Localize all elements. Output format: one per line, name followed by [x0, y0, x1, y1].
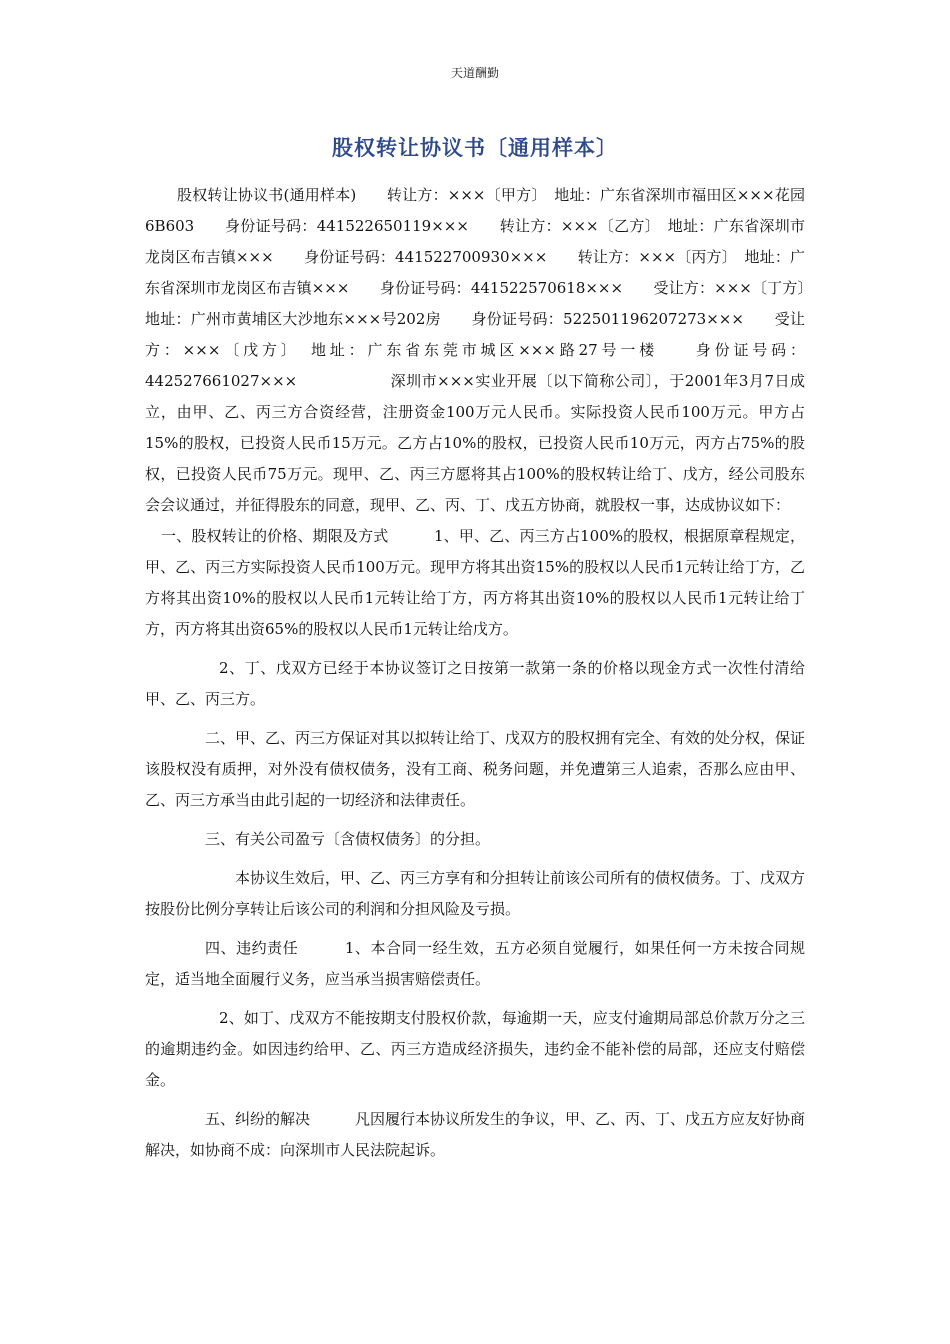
paragraph-section-5: 五、纠纷的解决 凡因履行本协议所发生的争议，甲、乙、丙、丁、戊五方应友好协商解决，如协商不成：向深圳市人民法院起诉。 — [145, 1110, 806, 1159]
paragraph-section-2: 二、甲、乙、丙三方保证对其以拟转让给丁、戊双方的股权拥有完全、有效的处分权，保证该股权没有质押，对外没有债权债务，没有工商、税务问题，并免遭第三人追索，否那么应由甲、乙、丙三方承当由此引起的一切经济和法律责任。 — [145, 729, 806, 809]
paragraph-parties: 股权转让协议书(通用样本) 转让方：×××〔甲方〕 地址：广东省深圳市福田区×××花园6B603 身份证号码：441522650119××× 转让方：×××〔乙方〕 地址：广东省深圳市龙岗区布吉镇××× 身份证号码：441522700930××× 转让方：×××〔丙方〕 地址：广东省深圳市龙岗区布吉镇××× 身份证号码：441522570618××× 受让方：×××〔丁方〕 地址：广州市黄埔区大沙地东×××号202房 身份证号码：522501196207273××× 受让方：×××〔戊方〕 地址：广东省东莞市城区×××路27号一楼 身份证号码：442527661027××× 深圳市×××实业开展〔以下简称公司〕，于2001年3月7日成立，由甲、乙、丙三方合资经营，注册资金100万元人民币。实际投资人民币100万元。甲方占15%的股权，已投资人民币15万元。乙方占10%的股权，已投资人民币10万元，丙方占75%的股权，已投资人民币75万元。现甲、乙、丙三方愿将其占100%的股权转让给丁、戊方，经公司股东会会议通过，并征得股东的同意，现甲、乙、丙、丁、戊五方协商，就股权一事，达成协议如下： — [145, 186, 821, 514]
paragraph-section-3-body: 本协议生效后，甲、乙、丙三方享有和分担转让前该公司所有的债权债务。丁、戊双方按股份比例分享转让后该公司的利润和分担风险及亏损。 — [145, 869, 806, 918]
paragraph-section-1: 一、股权转让的价格、期限及方式 1、甲、乙、丙三方占100%的股权，根据原章程规定，甲、乙、丙三方实际投资人民币100万元。现甲方将其出资15%的股权以人民币1元转让给丁方，乙方将其出资10%的股权以人民币1元转让给丁方，丙方将其出资10%的股权以人民币1元转让给丁方，丙方将其出资65%的股权以人民币1元转让给戊方。 — [145, 527, 805, 638]
header-note: 天道酬勤 — [450, 66, 499, 80]
paragraph-section-4-item-2: 2、如丁、戊双方不能按期支付股权价款，每逾期一天，应支付逾期局部总价款万分之三的逾期违约金。如因违约给甲、乙、丙三方造成经济损失，违约金不能补偿的局部，还应支付赔偿金。 — [145, 1009, 805, 1089]
paragraph-section-3-heading: 三、有关公司盈亏〔含债权债务〕的分担。 — [205, 830, 491, 848]
document-title: 股权转让协议书〔通用样本〕 — [332, 135, 618, 160]
paragraph-section-1-item-2: 2、丁、戊双方已经于本协议签订之日按第一款第一条的价格以现金方式一次性付清给甲、乙、丙三方。 — [145, 659, 805, 708]
document-body — [145, 180, 821, 1166]
paragraph-section-4: 四、违约责任 1、本合同一经生效，五方必须自觉履行，如果任何一方未按合同规定，适当地全面履行义务，应当承当损害赔偿责任。 — [145, 939, 805, 988]
